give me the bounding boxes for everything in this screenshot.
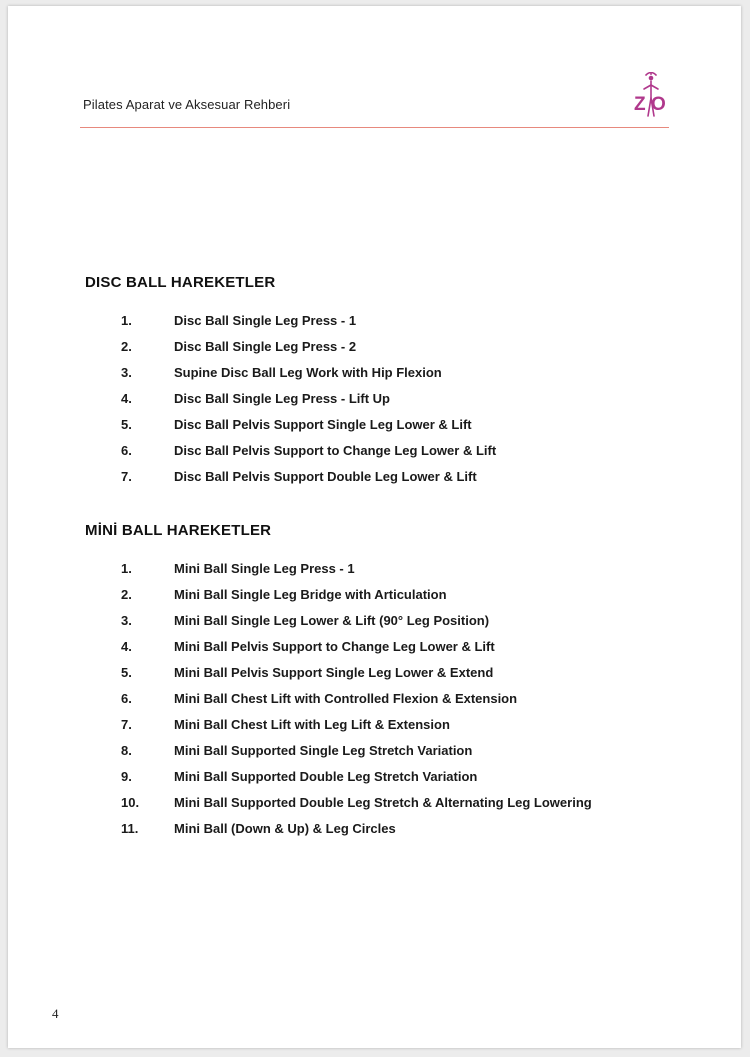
list-item-text: Disc Ball Pelvis Support Double Leg Lower & Lift xyxy=(174,469,477,484)
list-item xyxy=(8,665,741,685)
list-item-number: 2. xyxy=(121,339,132,354)
list-item-number: 5. xyxy=(121,417,132,432)
list-item-number: 2. xyxy=(121,587,132,602)
list-item-number: 5. xyxy=(121,665,132,680)
list-item-text: Disc Ball Pelvis Support to Change Leg Lower & Lift xyxy=(174,443,497,458)
list-item-number: 11. xyxy=(121,821,139,836)
list-item-text: Mini Ball Chest Lift with Controlled Flexion & Extension xyxy=(174,691,518,706)
list-item-number: 1. xyxy=(121,313,132,328)
zo-logo xyxy=(631,72,671,126)
list-item-number: 7. xyxy=(121,717,132,732)
page-number: 4 xyxy=(52,1006,59,1021)
list-item xyxy=(8,743,741,763)
list-item-number: 9. xyxy=(121,769,132,784)
list-item-number: 10. xyxy=(121,795,140,810)
svg-text:Z: Z xyxy=(634,94,646,115)
list-item-number: 3. xyxy=(121,365,132,380)
list-item xyxy=(8,469,741,489)
list-item xyxy=(8,339,741,359)
list-item xyxy=(8,417,741,437)
list-item-number: 4. xyxy=(121,639,132,654)
list-item xyxy=(8,443,741,463)
section-title-mini-ball: MİNİ BALL HAREKETLER xyxy=(85,522,272,539)
list-item-text: Mini Ball Single Leg Lower & Lift (90° Leg Position) xyxy=(174,613,490,628)
list-item-text: Supine Disc Ball Leg Work with Hip Flexion xyxy=(174,365,442,380)
list-item xyxy=(8,613,741,633)
list-item-number: 1. xyxy=(121,561,132,576)
list-item xyxy=(8,587,741,607)
document-page xyxy=(8,6,741,1048)
list-item-number: 7. xyxy=(121,469,132,484)
list-item xyxy=(8,639,741,659)
list-item-number: 6. xyxy=(121,691,132,706)
list-item xyxy=(8,821,741,841)
list-item-number: 6. xyxy=(121,443,132,458)
list-item-text: Mini Ball (Down & Up) & Leg Circles xyxy=(174,821,396,836)
header-title: Pilates Aparat ve Aksesuar Rehberi xyxy=(83,97,291,112)
list-item-text: Mini Ball Supported Double Leg Stretch Variation xyxy=(174,769,478,784)
list-item-text: Disc Ball Single Leg Press - 2 xyxy=(174,339,357,354)
list-item-text: Disc Ball Single Leg Press - 1 xyxy=(174,313,357,328)
svg-text:O: O xyxy=(651,94,666,115)
list-item-text: Mini Ball Pelvis Support Single Leg Lower & Extend xyxy=(174,665,494,680)
list-item xyxy=(8,717,741,737)
list-item-text: Mini Ball Supported Single Leg Stretch Variation xyxy=(174,743,473,758)
list-item-text: Mini Ball Pelvis Support to Change Leg Lower & Lift xyxy=(174,639,495,654)
list-item-text: Mini Ball Single Leg Bridge with Articulation xyxy=(174,587,447,602)
list-item xyxy=(8,391,741,411)
list-item-text: Mini Ball Supported Double Leg Stretch & Alternating Leg Lowering xyxy=(174,795,592,810)
list-item xyxy=(8,313,741,333)
list-item-number: 8. xyxy=(121,743,132,758)
list-item-text: Disc Ball Single Leg Press - Lift Up xyxy=(174,391,390,406)
list-item xyxy=(8,769,741,789)
section-title-disc-ball: DISC BALL HAREKETLER xyxy=(85,274,276,291)
list-item xyxy=(8,795,741,815)
list-item xyxy=(8,365,741,385)
list-item xyxy=(8,561,741,581)
header-divider xyxy=(80,127,669,128)
list-item-text: Mini Ball Chest Lift with Leg Lift & Extension xyxy=(174,717,450,732)
list-item-text: Mini Ball Single Leg Press - 1 xyxy=(174,561,355,576)
list-item-number: 3. xyxy=(121,613,132,628)
list-item-number: 4. xyxy=(121,391,132,406)
list-item xyxy=(8,691,741,711)
list-item-text: Disc Ball Pelvis Support Single Leg Lower & Lift xyxy=(174,417,472,432)
